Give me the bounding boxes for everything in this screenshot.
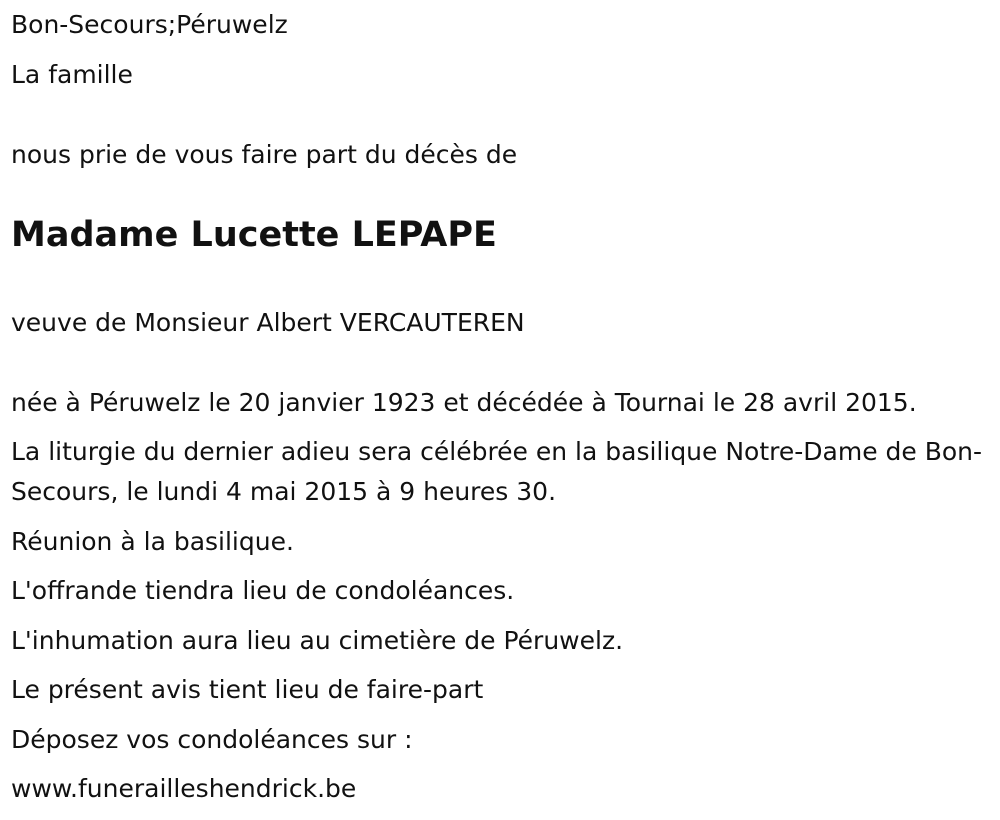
offering-line: L'offrande tiendra lieu de condoléances. bbox=[11, 576, 515, 605]
meeting-line: Réunion à la basilique. bbox=[11, 527, 294, 556]
website-link[interactable]: www.funerailleshendrick.be bbox=[11, 774, 357, 803]
family-line: La famille bbox=[11, 60, 133, 89]
burial-line: L'inhumation aura lieu au cimetière de Péruwelz. bbox=[11, 626, 624, 655]
intro-line: nous prie de vous faire part du décès de bbox=[11, 140, 518, 169]
notice-note-line: Le présent avis tient lieu de faire-part bbox=[11, 675, 484, 704]
deceased-name: Madame Lucette LEPAPE bbox=[11, 215, 497, 255]
spouse-line: veuve de Monsieur Albert VERCAUTEREN bbox=[11, 308, 525, 337]
location-line: Bon-Secours;Péruwelz bbox=[11, 10, 288, 39]
liturgy-paragraph: La liturgie du dernier adieu sera célébrée en la basilique Notre-Dame de Bon-Secours, le lundi 4 mai 2015 à 9 heures 30. bbox=[11, 437, 983, 506]
birth-death-line: née à Péruwelz le 20 janvier 1923 et décédée à Tournai le 28 avril 2015. bbox=[11, 388, 917, 417]
condolences-prompt: Déposez vos condoléances sur : bbox=[11, 725, 413, 754]
